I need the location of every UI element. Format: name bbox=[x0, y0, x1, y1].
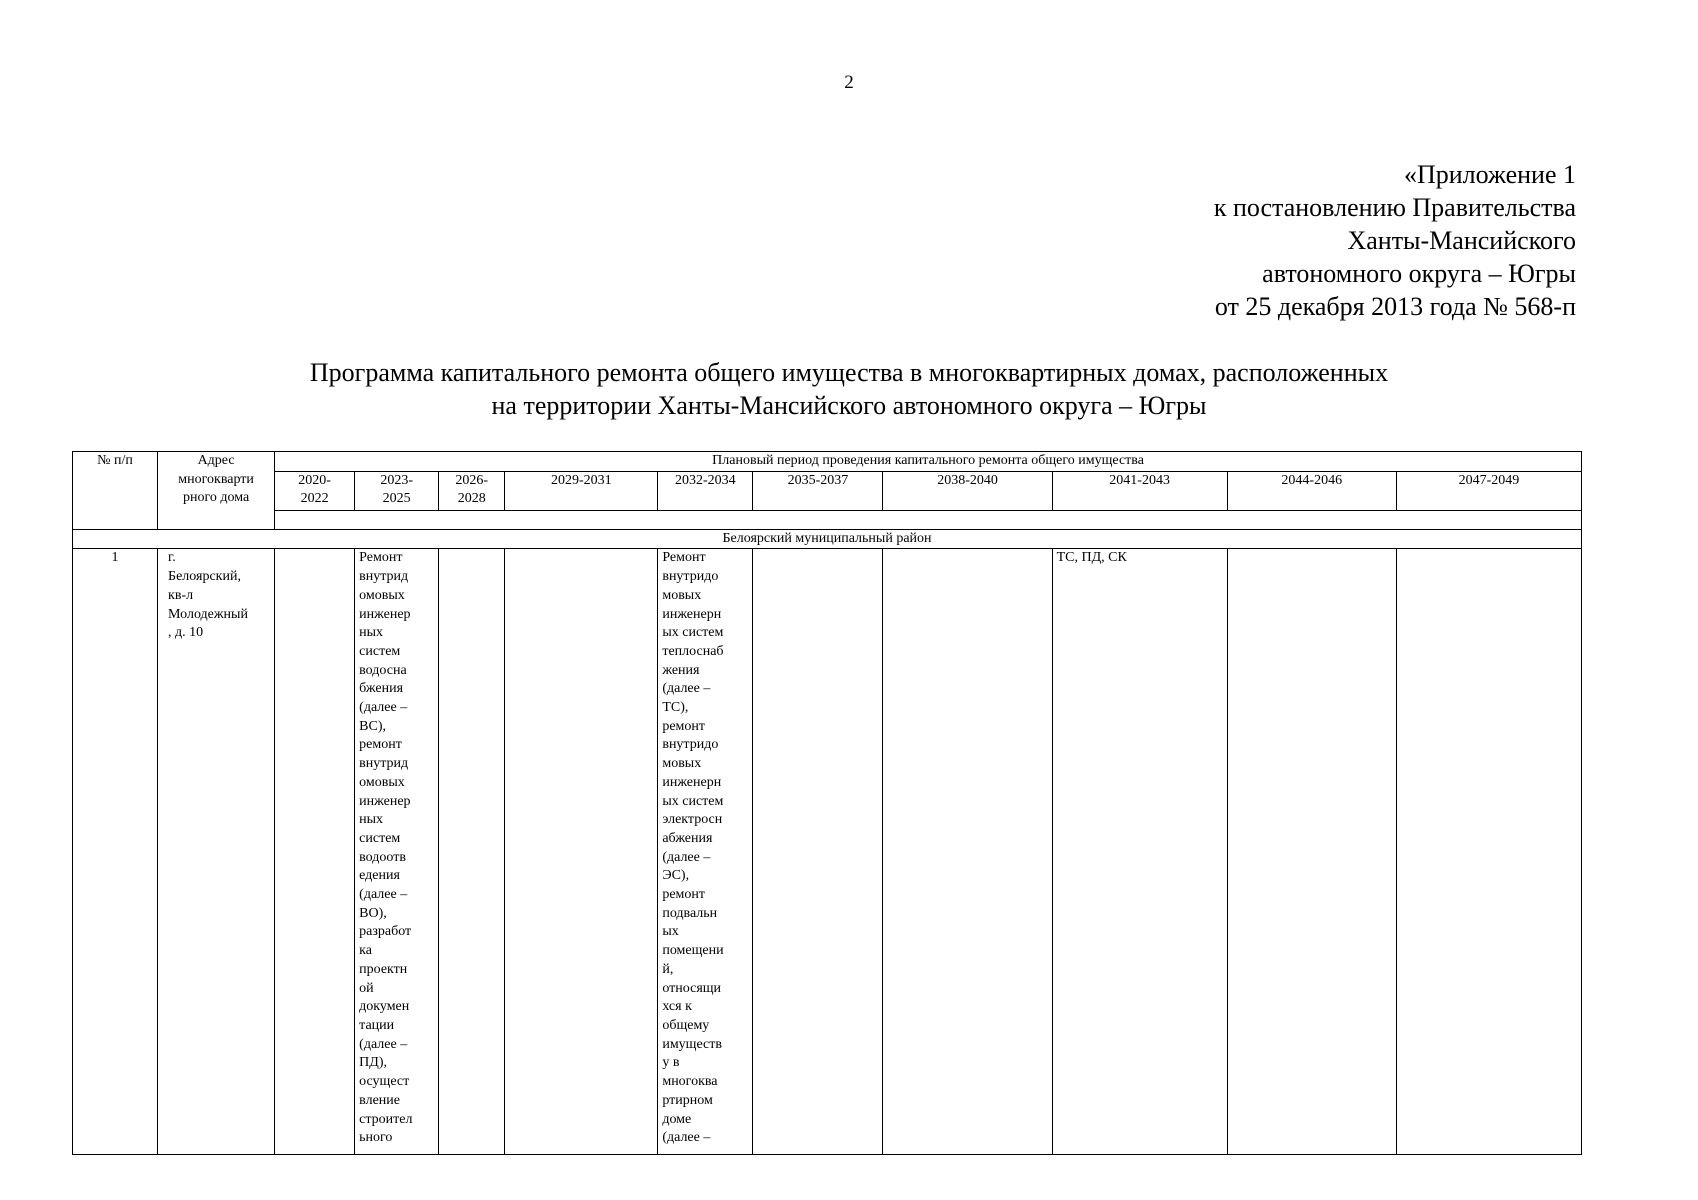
header-period: Плановый период проведения капитального ремонта общего имущества bbox=[275, 452, 1582, 472]
header-address: Адрес многокварти рного дома bbox=[158, 452, 275, 530]
appendix-line: от 25 декабря 2013 года № 568-п bbox=[1214, 292, 1576, 321]
row-num: 1 bbox=[73, 549, 158, 1155]
header-period-cell: 2023- 2025 bbox=[355, 471, 439, 510]
document-title bbox=[0, 356, 1698, 422]
header-period-cell: 2038-2040 bbox=[883, 471, 1052, 510]
row-cell-2035 bbox=[753, 549, 883, 1155]
appendix-line: автономного округа – Югры bbox=[1262, 259, 1576, 288]
header-period-cell: 2044-2046 bbox=[1227, 471, 1396, 510]
header-period-cell: 2032-2034 bbox=[658, 471, 753, 510]
header-period-cell: 2041-2043 bbox=[1052, 471, 1227, 510]
row-cell-2032: Ремонт внутридо мовых инженерн ых систем теплоснаб жения (далее – ТС), ремонт внутридо мовых инженерн ых систем электросн абжения (далее – ЭС), ремонт подвальн ых помещени й, относящи хся к общему имуществ у в многоква ртирном доме (далее – bbox=[658, 549, 753, 1155]
table-row bbox=[73, 549, 1582, 1155]
header-empty-row bbox=[275, 510, 1582, 529]
header-period-cell: 2026- 2028 bbox=[439, 471, 505, 510]
header-num: № п/п bbox=[73, 452, 158, 530]
page-number: 2 bbox=[844, 72, 854, 93]
program-table bbox=[72, 451, 1582, 1155]
appendix-block bbox=[1214, 158, 1576, 323]
row-address: г. Белоярский, кв-л Молодежный , д. 10 bbox=[158, 549, 275, 1155]
row-cell-2044 bbox=[1227, 549, 1396, 1155]
header-period-cell: 2029-2031 bbox=[505, 471, 658, 510]
row-cell-2038 bbox=[883, 549, 1052, 1155]
row-cell-2029 bbox=[505, 549, 658, 1155]
appendix-line: к постановлению Правительства bbox=[1213, 193, 1576, 222]
row-cell-2041: ТС, ПД, СК bbox=[1052, 549, 1227, 1155]
title-line-2: на территории Ханты-Мансийского автономного округа – Югры bbox=[491, 391, 1207, 420]
region-row: Белоярский муниципальный район bbox=[73, 529, 1582, 549]
header-period-cell: 2047-2049 bbox=[1396, 471, 1581, 510]
header-period-cell: 2020- 2022 bbox=[275, 471, 355, 510]
row-cell-2047 bbox=[1396, 549, 1581, 1155]
row-cell-2020 bbox=[275, 549, 355, 1155]
appendix-line: «Приложение 1 bbox=[1403, 160, 1576, 189]
row-cell-2026 bbox=[439, 549, 505, 1155]
title-line-1: Программа капитального ремонта общего имущества в многоквартирных домах, расположенных bbox=[309, 358, 1389, 387]
header-period-cell: 2035-2037 bbox=[753, 471, 883, 510]
row-cell-2023: Ремонт внутрид омовых инженер ных систем водосна бжения (далее – ВС), ремонт внутрид омовых инженер ных систем водоотв едения (далее – ВО), разработ ка проектн ой докумен тации (далее – ПД), осущест вление строител ьного bbox=[355, 549, 439, 1155]
appendix-line: Ханты-Мансийского bbox=[1347, 226, 1576, 255]
